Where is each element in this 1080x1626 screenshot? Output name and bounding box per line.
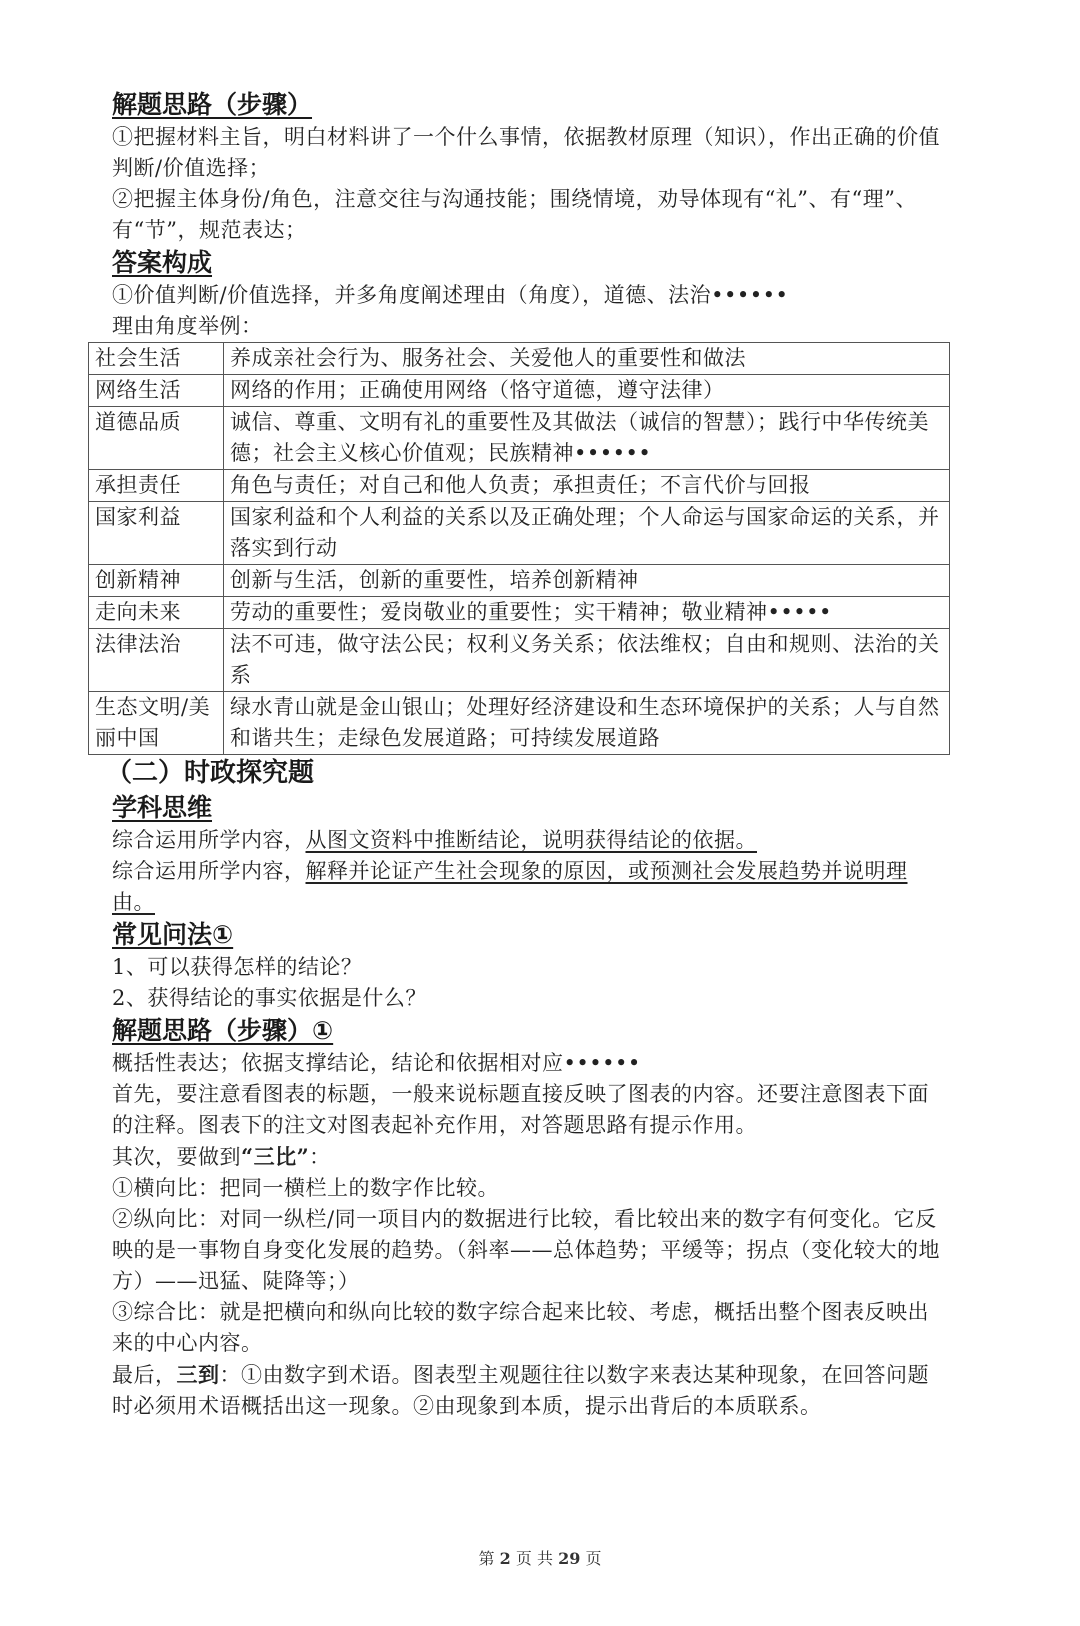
angle-cell: 生态文明/美丽中国 bbox=[89, 692, 224, 755]
thinking-prefix: 综合运用所学内容， bbox=[112, 859, 306, 883]
angle-cell: 法律法治 bbox=[89, 629, 224, 692]
content-cell: 法不可违，做守法公民；权利义务关系；依法维权；自由和规则、法治的关系 bbox=[224, 629, 950, 692]
compare-1: ①横向比：把同一横栏上的数字作比较。 bbox=[112, 1176, 499, 1200]
content-cell: 创新与生活，创新的重要性，培养创新精神 bbox=[224, 565, 950, 597]
question-1: 1、可以获得怎样的结论？ bbox=[112, 955, 363, 979]
page-footer bbox=[0, 1546, 1080, 1569]
table-row bbox=[89, 565, 950, 597]
steps-heading: 解题思路（步骤） bbox=[112, 90, 313, 119]
document-page bbox=[95, 88, 942, 1422]
angle-cell: 承担责任 bbox=[89, 470, 224, 502]
steps-heading-2: 解题思路（步骤）① bbox=[112, 1016, 334, 1045]
thinking-line-1 bbox=[112, 825, 942, 856]
compare-3: ③综合比：就是把横向和纵向比较的数字综合起来比较、考虑，概括出整个图表反映出来的中心内容。 bbox=[112, 1300, 929, 1355]
step-1: ①把握材料主旨，明白材料讲了一个什么事情，依据教材原理（知识），作出正确的价值判断/价值选择； bbox=[112, 125, 940, 180]
table-row bbox=[89, 692, 950, 755]
content-cell: 养成亲社会行为、服务社会、关爱他人的重要性和做法 bbox=[224, 343, 950, 375]
thinking-underlined: 解释并论证产生社会现象的原因，或预测社会发展趋势并说明理由。 bbox=[112, 859, 908, 914]
last-prefix: 最后， bbox=[112, 1363, 177, 1387]
second-prefix: 其次，要做到 bbox=[112, 1145, 241, 1169]
thinking-heading: 学科思维 bbox=[112, 793, 213, 822]
reason-angle-table bbox=[88, 342, 950, 755]
angle-cell: 道德品质 bbox=[89, 407, 224, 470]
content-cell: 国家利益和个人利益的关系以及正确处理；个人命运与国家命运的关系，并落实到行动 bbox=[224, 502, 950, 565]
angle-cell: 社会生活 bbox=[89, 343, 224, 375]
thinking-underlined: 从图文资料中推断结论，说明获得结论的依据。 bbox=[305, 828, 757, 852]
footer-pre: 第 bbox=[478, 1549, 495, 1568]
second-bold: “三比” bbox=[241, 1144, 310, 1169]
table-row bbox=[89, 502, 950, 565]
step-2: ②把握主体身份/角色，注意交往与沟通技能；围绕情境，劝导体现有“礼”、有“理”、有“节”，规范表达； bbox=[112, 187, 918, 242]
questions-heading: 常见问法① bbox=[112, 920, 234, 949]
footer-post: 页 bbox=[585, 1549, 602, 1568]
section-title: （二）时政探究题 bbox=[106, 758, 315, 788]
content-cell: 角色与责任；对自己和他人负责；承担责任；不言代价与回报 bbox=[224, 470, 950, 502]
second-suffix: ： bbox=[309, 1145, 331, 1169]
table-row bbox=[89, 597, 950, 629]
angle-cell: 网络生活 bbox=[89, 375, 224, 407]
content-cell: 劳动的重要性；爱岗敬业的重要性；实干精神；敬业精神••••• bbox=[224, 597, 950, 629]
first-paragraph: 首先，要注意看图表的标题，一般来说标题直接反映了图表的内容。还要注意图表下面的注释。图表下的注文对图表起补充作用，对答题思路有提示作用。 bbox=[112, 1082, 929, 1137]
page-total: 29 bbox=[558, 1549, 581, 1568]
angle-cell: 国家利益 bbox=[89, 502, 224, 565]
table-row bbox=[89, 407, 950, 470]
compare-2: ②纵向比：对同一纵栏/同一项目内的数据进行比较，看比较出来的数字有何变化。它反映的是一事物自身变化发展的趋势。（斜率——总体趋势；平缓等；拐点（变化较大的地方）——迅猛、陡降等；） bbox=[112, 1207, 940, 1293]
table-row bbox=[89, 470, 950, 502]
answer-heading: 答案构成 bbox=[112, 248, 213, 277]
second-paragraph bbox=[112, 1141, 942, 1173]
last-text: ：①由数字到术语。图表型主观题往往以数字来表达某种现象，在回答问题时必须用术语概括出这一现象。②由现象到本质，提示出背后的本质联系。 bbox=[112, 1363, 929, 1418]
angle-cell: 创新精神 bbox=[89, 565, 224, 597]
thinking-line-2 bbox=[112, 856, 942, 918]
last-paragraph bbox=[112, 1359, 942, 1422]
table-row bbox=[89, 343, 950, 375]
steps-intro: 概括性表达；依据支撑结论，结论和依据相对应•••••• bbox=[112, 1051, 641, 1075]
question-2: 2、获得结论的事实依据是什么？ bbox=[112, 986, 427, 1010]
last-bold: 三到 bbox=[176, 1362, 220, 1387]
answer-line: ①价值判断/价值选择，并多角度阐述理由（角度），道德、法治•••••• bbox=[112, 283, 789, 307]
page-number: 2 bbox=[499, 1549, 511, 1568]
thinking-prefix: 综合运用所学内容， bbox=[112, 828, 306, 852]
table-row bbox=[89, 375, 950, 407]
content-cell: 绿水青山就是金山银山；处理好经济建设和生态环境保护的关系；人与自然和谐共生；走绿色发展道路；可持续发展道路 bbox=[224, 692, 950, 755]
table-caption: 理由角度举例： bbox=[112, 314, 263, 338]
angle-cell: 走向未来 bbox=[89, 597, 224, 629]
table-row bbox=[89, 629, 950, 692]
footer-mid: 页 共 bbox=[515, 1549, 553, 1568]
content-cell: 网络的作用；正确使用网络（恪守道德，遵守法律） bbox=[224, 375, 950, 407]
content-cell: 诚信、尊重、文明有礼的重要性及其做法（诚信的智慧）；践行中华传统美德；社会主义核心价值观；民族精神•••••• bbox=[224, 407, 950, 470]
